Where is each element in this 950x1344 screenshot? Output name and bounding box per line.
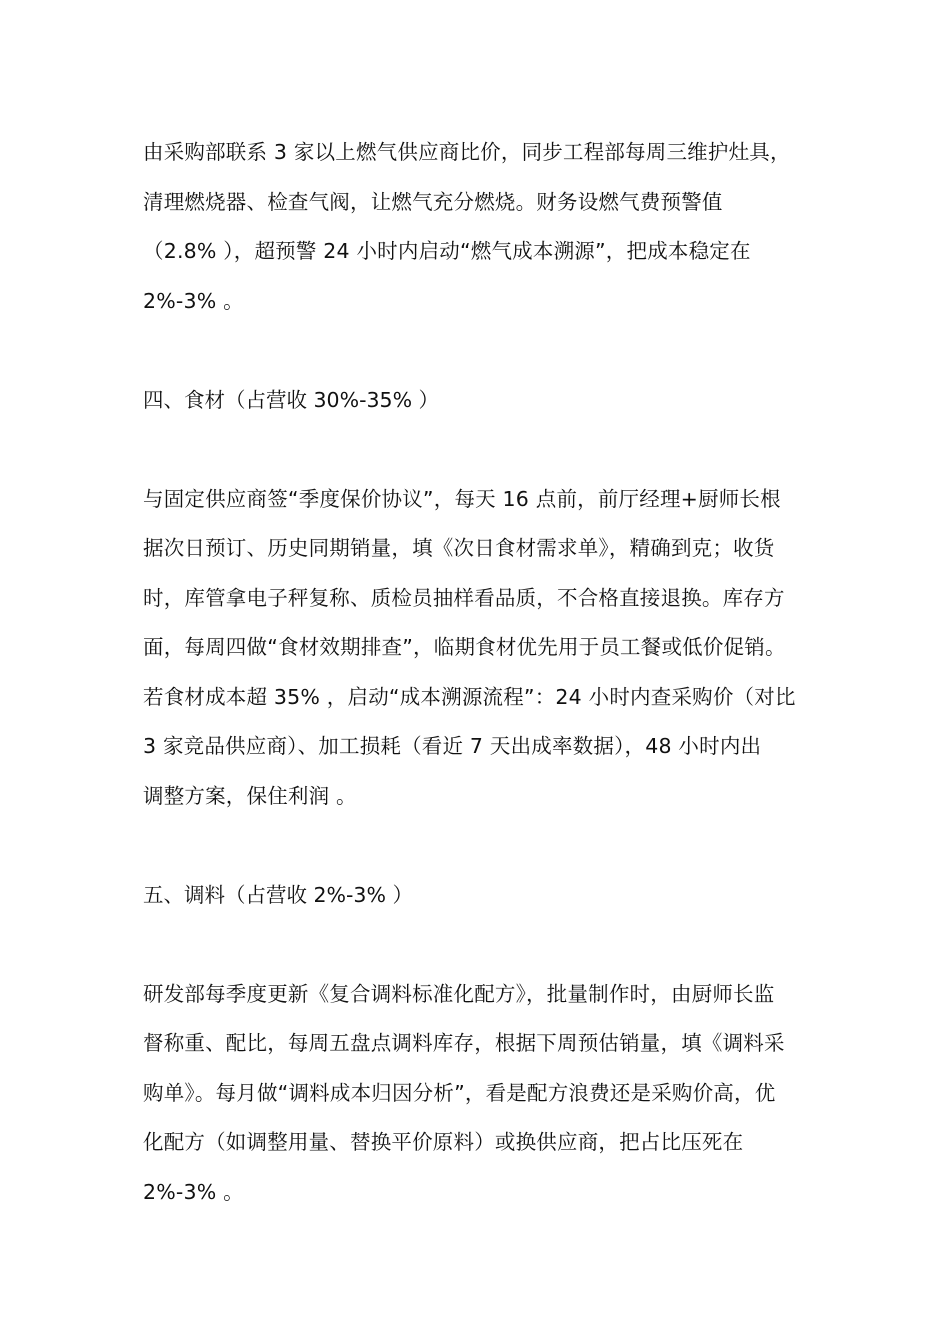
document-body [143, 128, 811, 1217]
section-heading-ingredients: 四、食材（占营收 30%-35% ） [143, 387, 440, 412]
spacer [143, 920, 811, 970]
spacer [143, 821, 811, 871]
paragraph-line: 调整方案，保住利润 。 [143, 783, 357, 808]
paragraph-line: 研发部每季度更新《复合调料标准化配方》，批量制作时，由厨师长监 [143, 981, 775, 1006]
paragraph-line: 若食材成本超 35% ，启动“成本溯源流程”：24 小时内查采购价（对比 [143, 684, 796, 709]
paragraph-line: 2%-3% 。 [143, 288, 244, 313]
paragraph-gas-cost [143, 128, 811, 326]
paragraph-line: 2%-3% 。 [143, 1179, 244, 1204]
paragraph-line: 时，库管拿电子秤复称、质检员抽样看品质，不合格直接退换。库存方 [143, 585, 785, 610]
paragraph-line: 面，每周四做“食材效期排查”，临期食材优先用于员工餐或低价促销。 [143, 635, 786, 659]
spacer [143, 425, 811, 475]
section-heading-seasoning: 五、调料（占营收 2%-3% ） [143, 882, 413, 907]
paragraph-line: （2.8% ），超预警 24 小时内启动“燃气成本溯源”，把成本稳定在 [143, 239, 751, 263]
paragraph-line: 据次日预订、历史同期销量，填《次日食材需求单》，精确到克；收货 [143, 536, 775, 560]
paragraph-line: 与固定供应商签“季度保价协议”，每天 16 点前，前厅经理+厨师长根 [143, 486, 781, 511]
spacer [143, 326, 811, 376]
paragraph-ingredients [143, 475, 811, 822]
paragraph-line: 由采购部联系 3 家以上燃气供应商比价，同步工程部每周三维护灶具， [143, 140, 791, 164]
paragraph-line: 3 家竞品供应商）、加工损耗（看近 7 天出成率数据），48 小时内出 [143, 734, 762, 758]
paragraph-line: 化配方（如调整用量、替换平价原料）或换供应商，把占比压死在 [143, 1130, 744, 1154]
paragraph-line: 购单》。每月做“调料成本归因分析”，看是配方浪费还是采购价高，优 [143, 1080, 776, 1105]
paragraph-line: 清理燃烧器、检查气阀，让燃气充分燃烧。财务设燃气费预警值 [143, 189, 723, 214]
paragraph-line: 督称重、配比，每周五盘点调料库存，根据下周预估销量，填《调料采 [143, 1031, 785, 1055]
paragraph-seasoning [143, 970, 811, 1218]
